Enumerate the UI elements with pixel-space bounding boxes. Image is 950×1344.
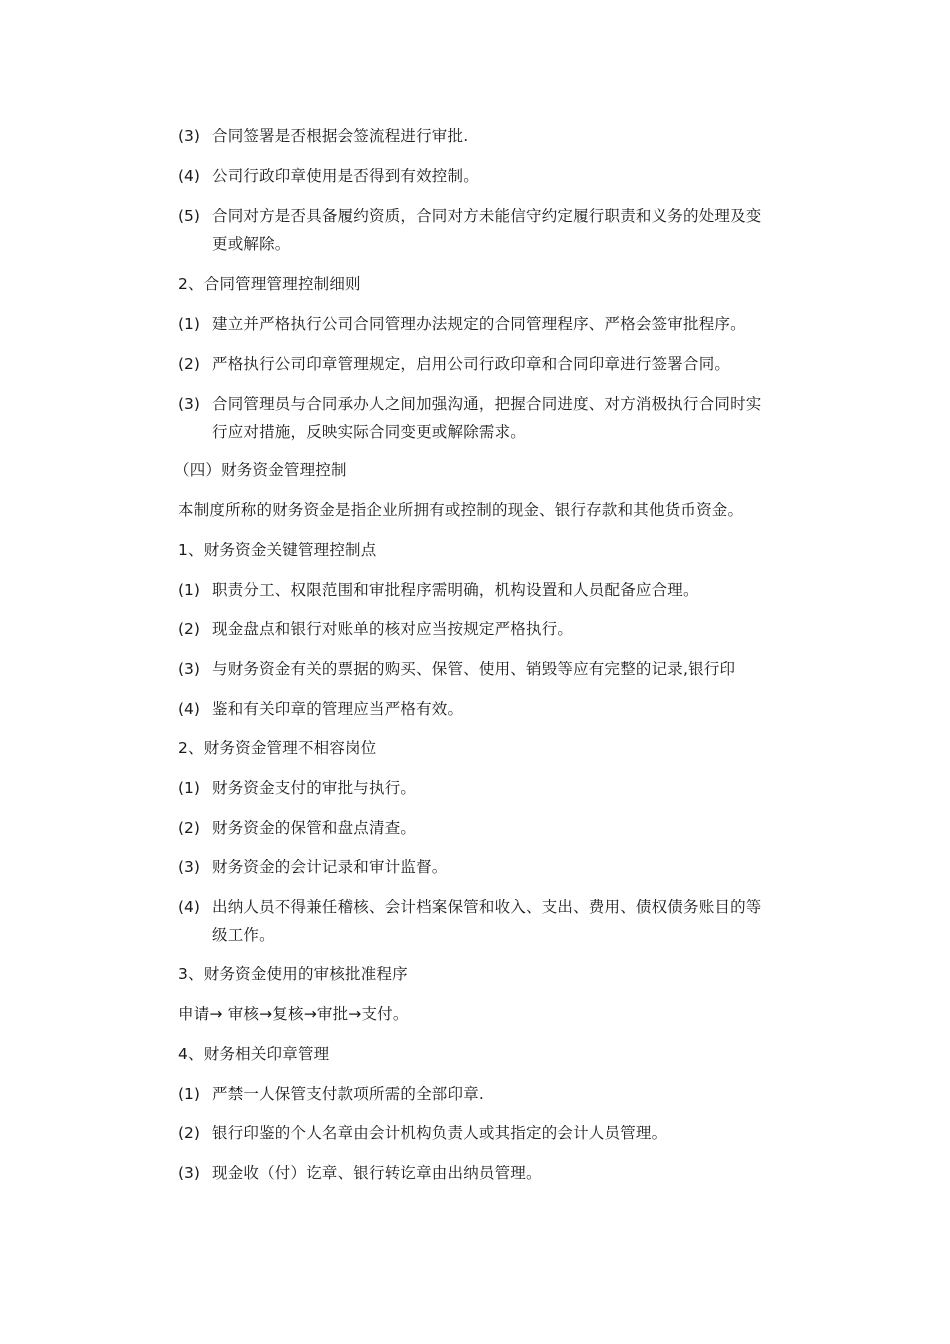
- item-number: (2): [178, 355, 200, 373]
- list-item: [178, 695, 808, 723]
- item-number: (4): [178, 700, 200, 718]
- section-heading: 2、财务资金管理不相容岗位: [178, 739, 377, 757]
- item-number: (3): [178, 127, 200, 145]
- list-item: [178, 202, 808, 258]
- item-text: 银行印鉴的个人名章由会计机构负责人或其指定的会计人员管理。: [212, 1124, 668, 1142]
- item-number: (3): [178, 660, 200, 678]
- item-text: 现金收（付）讫章、银行转讫章由出纳员管理。: [212, 1164, 542, 1182]
- item-number: (1): [178, 581, 200, 599]
- item-number: (1): [178, 315, 200, 333]
- list-item: [178, 310, 808, 338]
- item-number: (3): [178, 858, 200, 876]
- item-text-continuation: 行应对措施，反映实际合同变更或解除需求。: [212, 423, 527, 441]
- chapter-heading: （四）财务资金管理控制: [174, 461, 347, 479]
- section-heading: 3、财务资金使用的审核批准程序: [178, 965, 408, 983]
- list-item: [178, 853, 808, 881]
- list-item: [178, 1080, 808, 1108]
- item-text: 合同管理员与合同承办人之间加强沟通，把握合同进度、对方消极执行合同时实: [212, 395, 762, 413]
- item-number: (1): [178, 1085, 200, 1103]
- item-number: (2): [178, 1124, 200, 1142]
- item-number: (4): [178, 898, 200, 916]
- item-text: 严格执行公司印章管理规定，启用公司行政印章和合同印章进行签署合同。: [212, 355, 731, 373]
- list-item: [178, 655, 808, 683]
- section-heading: 2、合同管理管理控制细则: [178, 275, 361, 293]
- item-text: 财务资金的保管和盘点清查。: [212, 819, 417, 837]
- list-item: [178, 162, 808, 190]
- list-item: [178, 390, 808, 446]
- item-number: (4): [178, 167, 200, 185]
- item-text-continuation: 级工作。: [212, 926, 275, 944]
- list-item: [178, 350, 808, 378]
- item-text: 与财务资金有关的票据的购买、保管、使用、销毁等应有完整的记录,银行印: [212, 660, 736, 678]
- item-text: 合同对方是否具备履约资质，合同对方未能信守约定履行职责和义务的处理及变: [212, 207, 762, 225]
- list-item: [178, 893, 808, 949]
- list-item: [178, 1159, 808, 1187]
- item-number: (2): [178, 620, 200, 638]
- list-item: [178, 1119, 808, 1147]
- item-text: 出纳人员不得兼任稽核、会计档案保管和收入、支出、费用、债权债务账目的等: [212, 898, 762, 916]
- item-text: 合同签署是否根据会签流程进行审批.: [212, 127, 469, 145]
- item-text: 财务资金支付的审批与执行。: [212, 779, 417, 797]
- item-number: (1): [178, 779, 200, 797]
- item-number: (3): [178, 395, 200, 413]
- section-heading: 1、财务资金关键管理控制点: [178, 541, 377, 559]
- item-text: 现金盘点和银行对账单的核对应当按规定严格执行。: [212, 620, 574, 638]
- item-text-continuation: 更或解除。: [212, 235, 291, 253]
- list-item: [178, 814, 808, 842]
- list-item: [178, 774, 808, 802]
- item-text: 公司行政印章使用是否得到有效控制。: [212, 167, 479, 185]
- list-item: [178, 576, 808, 604]
- list-item: [178, 615, 808, 643]
- item-text: 鉴和有关印章的管理应当严格有效。: [212, 700, 464, 718]
- process-flow: 申请→ 审核→复核→审批→支付。: [178, 1005, 409, 1023]
- item-number: (5): [178, 207, 200, 225]
- list-item: [178, 122, 808, 150]
- item-text: 职责分工、权限范围和审批程序需明确，机构设置和人员配备应合理。: [212, 581, 699, 599]
- item-text: 严禁一人保管支付款项所需的全部印章.: [212, 1085, 485, 1103]
- item-number: (3): [178, 1164, 200, 1182]
- item-number: (2): [178, 819, 200, 837]
- section-heading: 4、财务相关印章管理: [178, 1045, 330, 1063]
- item-text: 建立并严格执行公司合同管理办法规定的合同管理程序、严格会签审批程序。: [212, 315, 746, 333]
- item-text: 财务资金的会计记录和审计监督。: [212, 858, 448, 876]
- paragraph: 本制度所称的财务资金是指企业所拥有或控制的现金、银行存款和其他货币资金。: [178, 501, 744, 519]
